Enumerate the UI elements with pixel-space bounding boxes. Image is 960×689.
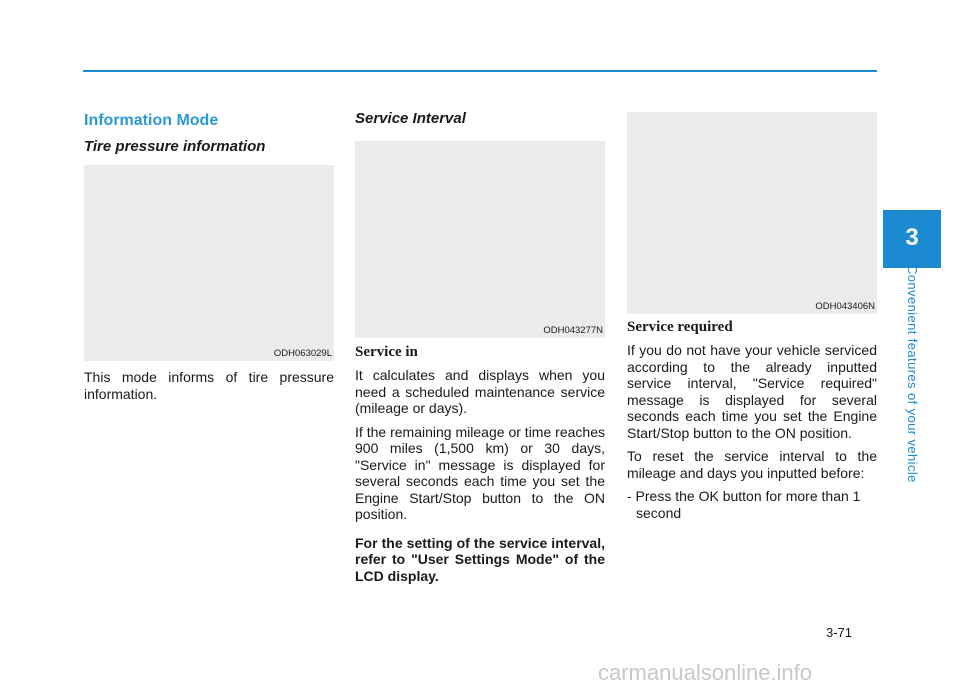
service-in-heading: Service in — [355, 344, 418, 360]
tire-pressure-figure — [84, 165, 334, 361]
chapter-tab — [883, 210, 941, 268]
top-rule — [83, 70, 877, 72]
service-in-text-2: If the remaining mileage or time reaches 900 miles (1,500 km) or 30 days, "Service in" message is displayed for several seconds each time you set the Engine Start/Stop button to the ON position. — [355, 423, 605, 522]
chapter-number: 3 — [905, 224, 919, 251]
service-required-figure — [627, 112, 877, 314]
figure-code: ODH043406N — [815, 301, 875, 312]
service-required-text-1: If you do not have your vehicle serviced according to the already inputted service interval, "Service required" message is displayed for several seconds each time you set the Engine Start/Stop button to the ON position. — [627, 342, 877, 441]
service-in-text-1: It calculates and displays when you need a scheduled maintenance service (mileage or days). — [355, 367, 605, 416]
page-number: 3-71 — [826, 625, 853, 640]
section-title: Information Mode — [84, 112, 219, 129]
tire-pressure-subtitle: Tire pressure information — [84, 138, 266, 155]
chapter-title: Convenient features of your vehicle — [905, 265, 920, 483]
service-interval-note: For the setting of the service interval, refer to "User Settings Mode" of the LCD display. — [355, 534, 605, 584]
service-interval-subtitle: Service Interval — [355, 110, 466, 127]
service-required-heading: Service required — [627, 319, 733, 335]
service-interval-figure — [355, 141, 605, 338]
figure-code: ODH063029L — [273, 348, 332, 359]
middle-column — [355, 108, 605, 591]
watermark: carmanualsonline.info — [598, 660, 813, 685]
right-column — [627, 108, 877, 521]
service-required-text-2: To reset the service interval to the mileage and days you inputted before: — [627, 448, 877, 481]
reset-step-item: - Press the OK button for more than 1 second — [627, 488, 861, 521]
left-column — [84, 108, 334, 409]
tire-pressure-text: This mode informs of tire pressure information. — [84, 369, 334, 402]
figure-code: ODH043277N — [543, 325, 603, 336]
